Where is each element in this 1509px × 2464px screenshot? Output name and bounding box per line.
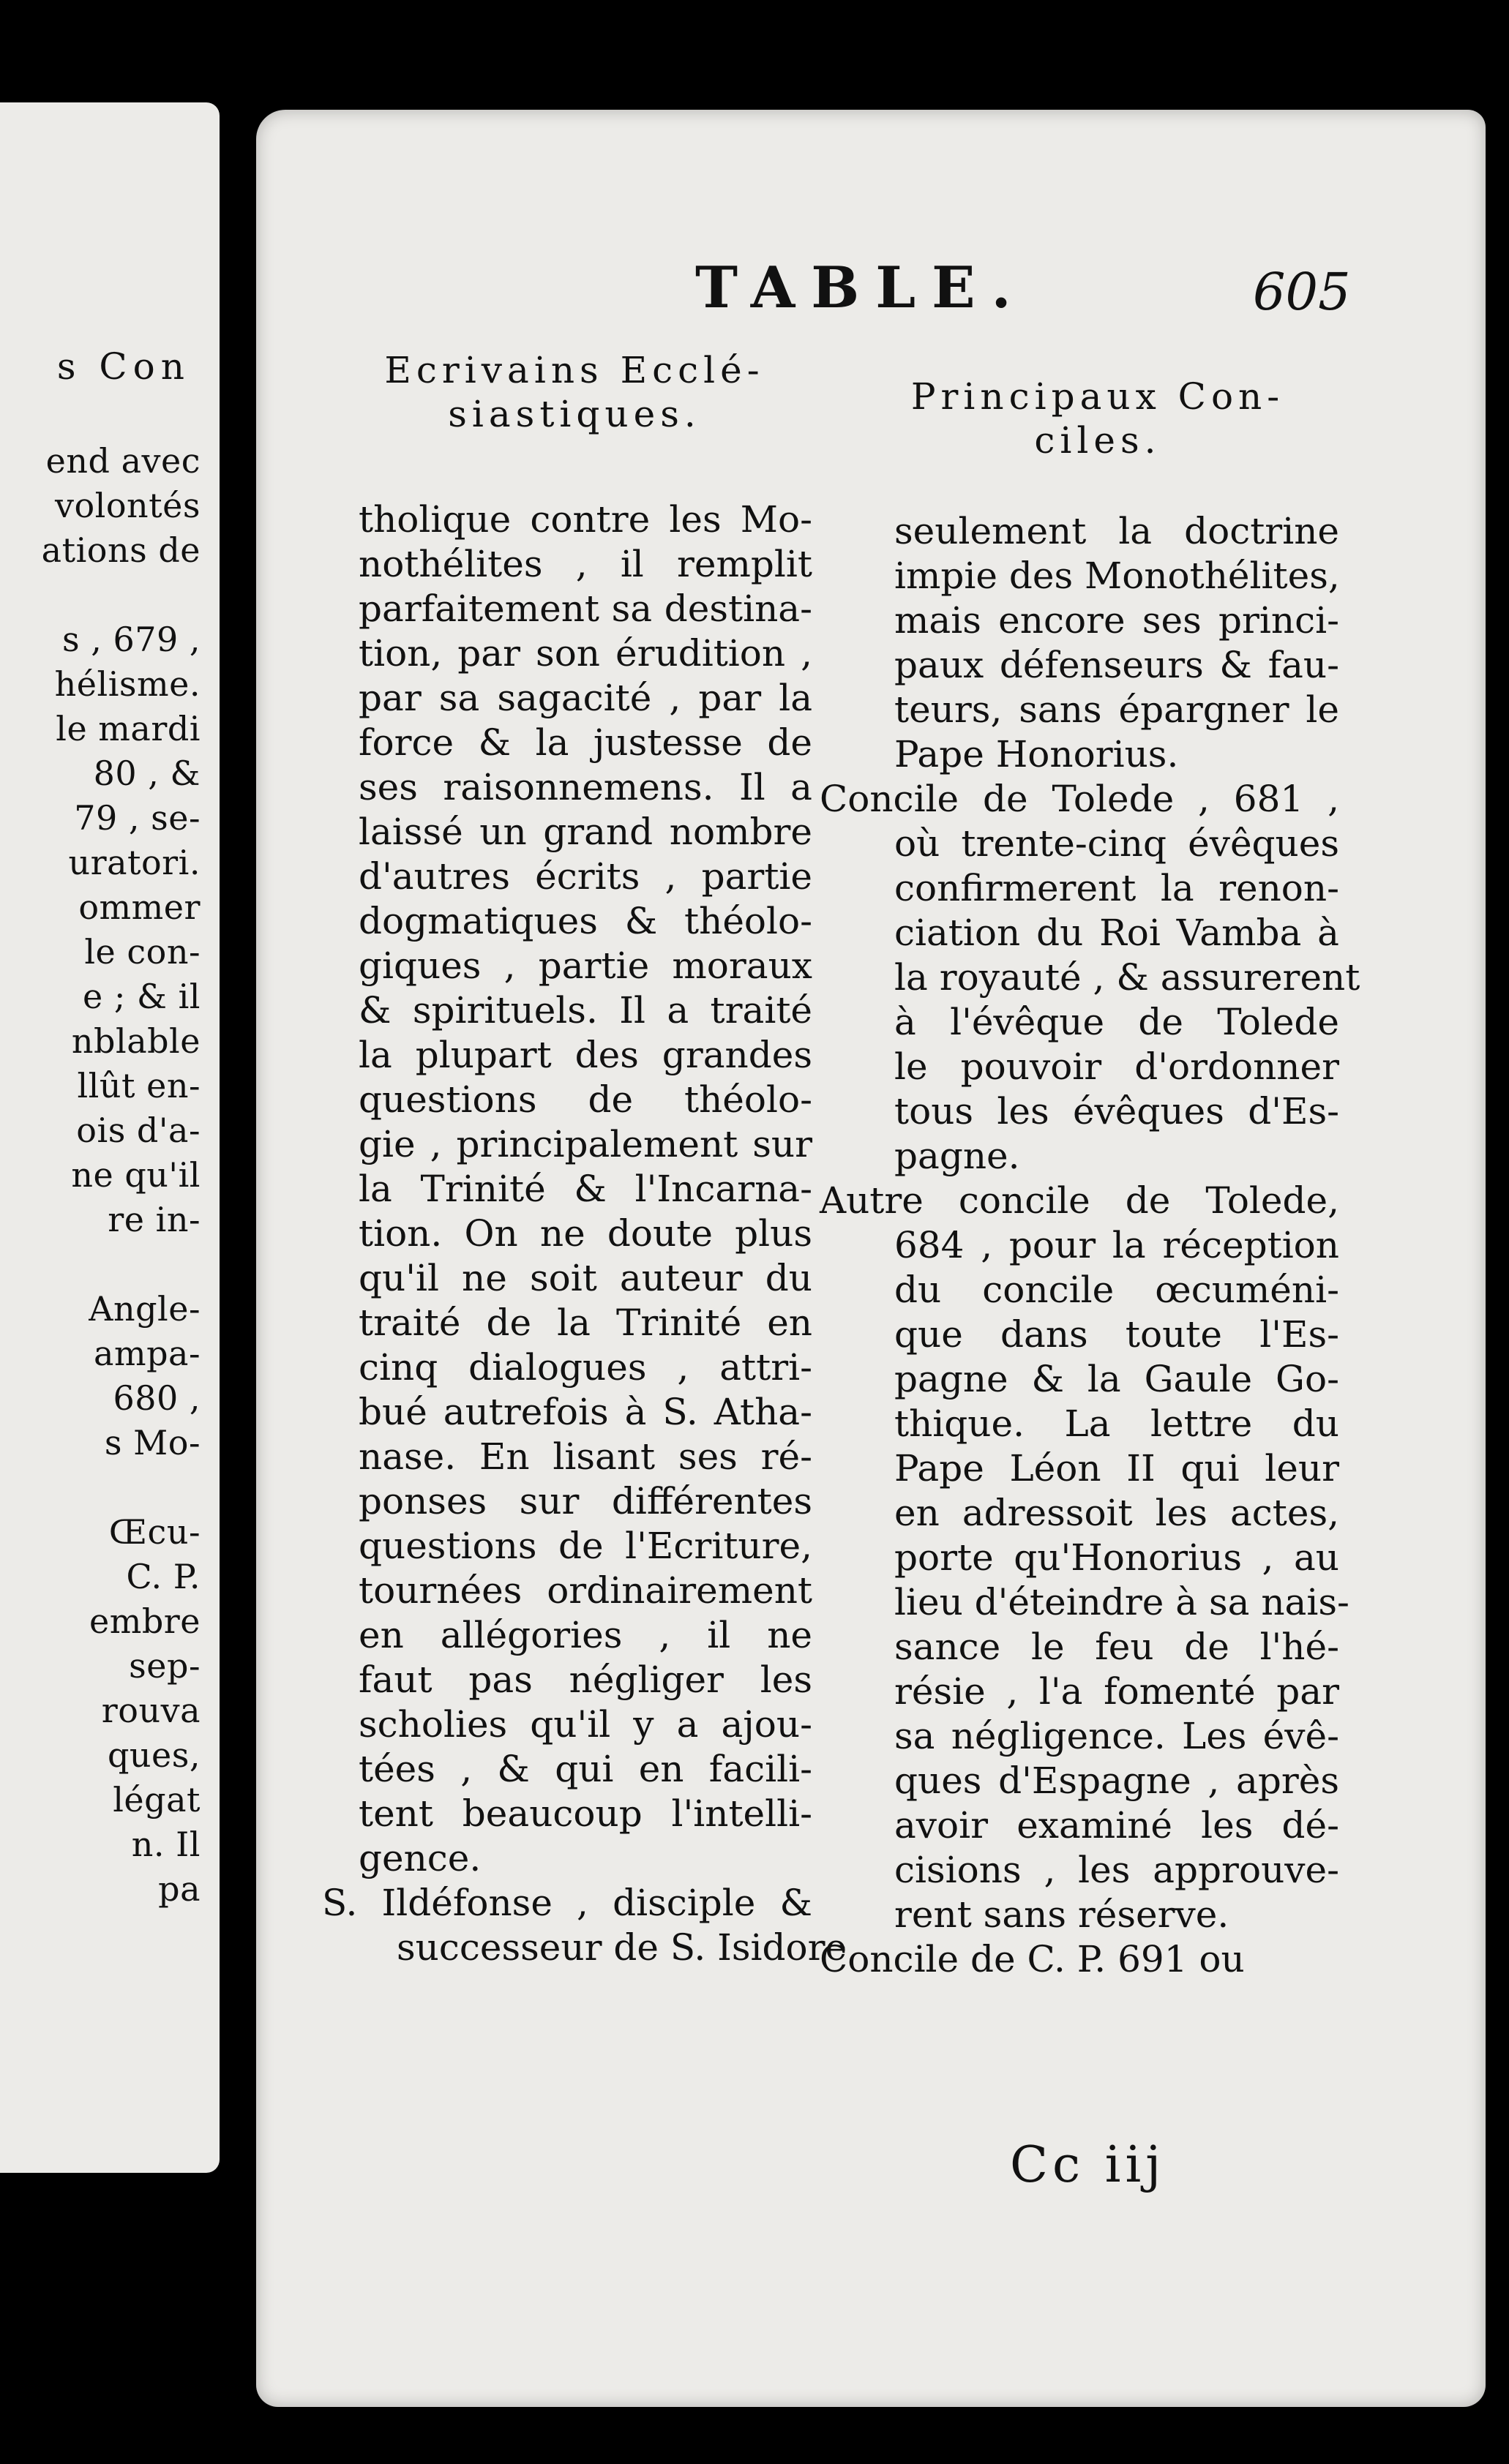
facing-page-heading: s Con <box>56 345 190 388</box>
text-line: Pape Léon II qui leur <box>894 1447 1339 1490</box>
facing-page-line: Angle- <box>89 1289 201 1329</box>
facing-page-line: 80 , & <box>93 754 201 793</box>
text-line: mais encore ses princi- <box>894 599 1339 642</box>
column-councils-text <box>820 509 1360 1982</box>
text-line: traité de la Trinité en <box>359 1302 812 1344</box>
facing-page-line: s Mo- <box>104 1423 201 1462</box>
text-line: 684 , pour la réception <box>894 1224 1339 1266</box>
text-line: que dans toute l'Es- <box>894 1313 1339 1356</box>
text-line: pagne & la Gaule Go- <box>894 1358 1339 1400</box>
text-line: successeur de S. Isidore <box>397 1926 847 1969</box>
facing-page-line: 680 , <box>113 1378 201 1418</box>
text-line: le pouvoir d'ordonner <box>894 1045 1339 1088</box>
facing-page-line: llût en- <box>77 1066 201 1105</box>
text-line: tion, par son érudition , <box>359 632 812 675</box>
text-line: impie des Monothélites, <box>894 555 1340 597</box>
text-line: questions de l'Ecriture, <box>359 1525 812 1567</box>
text-line: où trente-cinq évêques <box>894 822 1339 865</box>
text-line: cisions , les approuve- <box>894 1849 1339 1891</box>
text-line: tournées ordinairement <box>359 1569 812 1612</box>
text-line: nase. En lisant ses ré- <box>359 1435 812 1478</box>
text-line: questions de théolo- <box>359 1078 812 1121</box>
column-heading-writers-line1: Ecrivains Ecclé- <box>384 349 765 391</box>
text-line: seulement la doctrine <box>894 510 1339 552</box>
text-line: par sa sagacité , par la <box>359 677 812 719</box>
text-line: S. Ildéfonse , disciple & <box>322 1882 812 1924</box>
column-heading-councils-line2: ciles. <box>1034 419 1161 462</box>
text-line: ses raisonnemens. Il a <box>359 766 812 808</box>
text-line: rent sans réserve. <box>894 1893 1229 1936</box>
text-line: Concile de C. P. 691 ou <box>820 1938 1245 1980</box>
facing-page-line: ques, <box>107 1735 201 1775</box>
column-heading-councils-line1: Principaux Con- <box>910 375 1285 418</box>
text-line: la Trinité & l'Incarna- <box>359 1168 812 1210</box>
text-line: parfaitement sa destina- <box>359 587 812 630</box>
facing-page-line: le con- <box>84 932 201 972</box>
text-line: nothélites , il remplit <box>359 543 812 585</box>
facing-page-line: hélisme. <box>54 664 201 704</box>
text-line: gie , principalement sur <box>359 1123 812 1165</box>
text-line: la plupart des grandes <box>359 1034 812 1076</box>
facing-page-line: e ; & il <box>83 977 201 1016</box>
facing-page-line: volontés <box>54 486 201 525</box>
text-line: avoir examiné les dé- <box>894 1804 1339 1847</box>
column-heading-writers-line2: siastiques. <box>448 393 701 435</box>
page-number: 605 <box>1253 262 1351 322</box>
text-line: tion. On ne doute plus <box>359 1212 812 1255</box>
text-line: scholies qu'il y a ajou- <box>359 1703 812 1746</box>
column-heading-writers <box>344 348 805 436</box>
text-line: pagne. <box>894 1135 1020 1177</box>
text-line: qu'il ne soit auteur du <box>359 1257 812 1299</box>
text-line: Concile de Tolede , 681 , <box>820 778 1339 820</box>
facing-page-fragment <box>0 102 220 2173</box>
signature-mark: Cc iij <box>1010 2136 1166 2194</box>
text-line: du concile œcuméni- <box>894 1269 1339 1311</box>
facing-page-line: ne qu'il <box>71 1155 201 1195</box>
text-line: ciation du Roi Vamba à <box>894 912 1339 954</box>
text-line: la royauté , & assurerent <box>894 956 1360 999</box>
facing-page-line: Œcu- <box>108 1512 201 1552</box>
text-line: & spirituels. Il a traité <box>359 989 812 1032</box>
running-head: TABLE. <box>695 255 1027 321</box>
text-line: paux défenseurs & fau- <box>894 644 1339 686</box>
facing-page-line: n. Il <box>131 1825 201 1864</box>
facing-page-line: pa <box>158 1869 201 1909</box>
text-line: ponses sur différentes <box>359 1480 812 1522</box>
text-line: ques d'Espagne , après <box>894 1759 1339 1802</box>
text-line: bué autrefois à S. Atha- <box>359 1391 812 1433</box>
column-writers-text <box>322 497 847 1970</box>
text-line: lieu d'éteindre à sa nais- <box>894 1581 1349 1623</box>
facing-page-line: s , 679 , <box>61 620 201 659</box>
facing-page-line: end avec <box>45 441 201 481</box>
text-line: confirmerent la renon- <box>894 867 1339 909</box>
text-line: thique. La lettre du <box>894 1402 1339 1445</box>
column-heading-councils <box>856 375 1339 462</box>
text-line: faut pas négliger les <box>359 1659 812 1701</box>
facing-page-line: 79 , se- <box>74 798 201 838</box>
text-line: gence. <box>359 1837 482 1879</box>
facing-page-line: uratori. <box>68 843 201 882</box>
text-line: en allégories , il ne <box>359 1614 812 1656</box>
facing-page-line: embre <box>89 1601 201 1641</box>
text-line: dogmatiques & théolo- <box>359 900 812 942</box>
text-line: laissé un grand nombre <box>359 811 812 853</box>
text-line: en adressoit les actes, <box>894 1492 1339 1534</box>
facing-page-line: rouva <box>101 1691 201 1730</box>
text-line: Autre concile de Tolede, <box>820 1179 1339 1222</box>
text-line: teurs, sans épargner le <box>894 688 1339 731</box>
text-line: giques , partie moraux <box>359 944 812 987</box>
text-line: cinq dialogues , attri- <box>359 1346 812 1389</box>
text-line: tées , & qui en facili- <box>359 1748 812 1790</box>
text-line: tent beaucoup l'intelli- <box>359 1792 812 1835</box>
text-line: sance le feu de l'hé- <box>894 1626 1339 1668</box>
facing-page-line: légat <box>113 1780 201 1819</box>
facing-page-line: re in- <box>108 1200 201 1239</box>
text-line: tous les évêques d'Es- <box>894 1090 1339 1133</box>
book-page <box>256 110 1486 2407</box>
text-line: d'autres écrits , partie <box>359 855 812 898</box>
text-line: tholique contre les Mo- <box>359 498 812 541</box>
text-line: porte qu'Honorius , au <box>894 1536 1339 1579</box>
facing-page-line: ois d'a- <box>76 1111 201 1150</box>
facing-page-line: sep- <box>129 1646 201 1686</box>
facing-page-line: nblable <box>71 1021 201 1061</box>
text-line: sa négligence. Les évê- <box>894 1715 1339 1757</box>
facing-page-line: le mardi <box>56 709 201 748</box>
facing-page-line: ations de <box>41 530 201 570</box>
text-line: Pape Honorius. <box>894 733 1179 775</box>
facing-page-line: ampa- <box>94 1334 201 1373</box>
text-line: résie , l'a fomenté par <box>894 1670 1339 1713</box>
text-line: à l'évêque de Tolede <box>894 1001 1339 1043</box>
facing-page-line: C. P. <box>126 1557 201 1596</box>
facing-page-line: ommer <box>78 887 201 927</box>
text-line: force & la justesse de <box>359 721 812 764</box>
